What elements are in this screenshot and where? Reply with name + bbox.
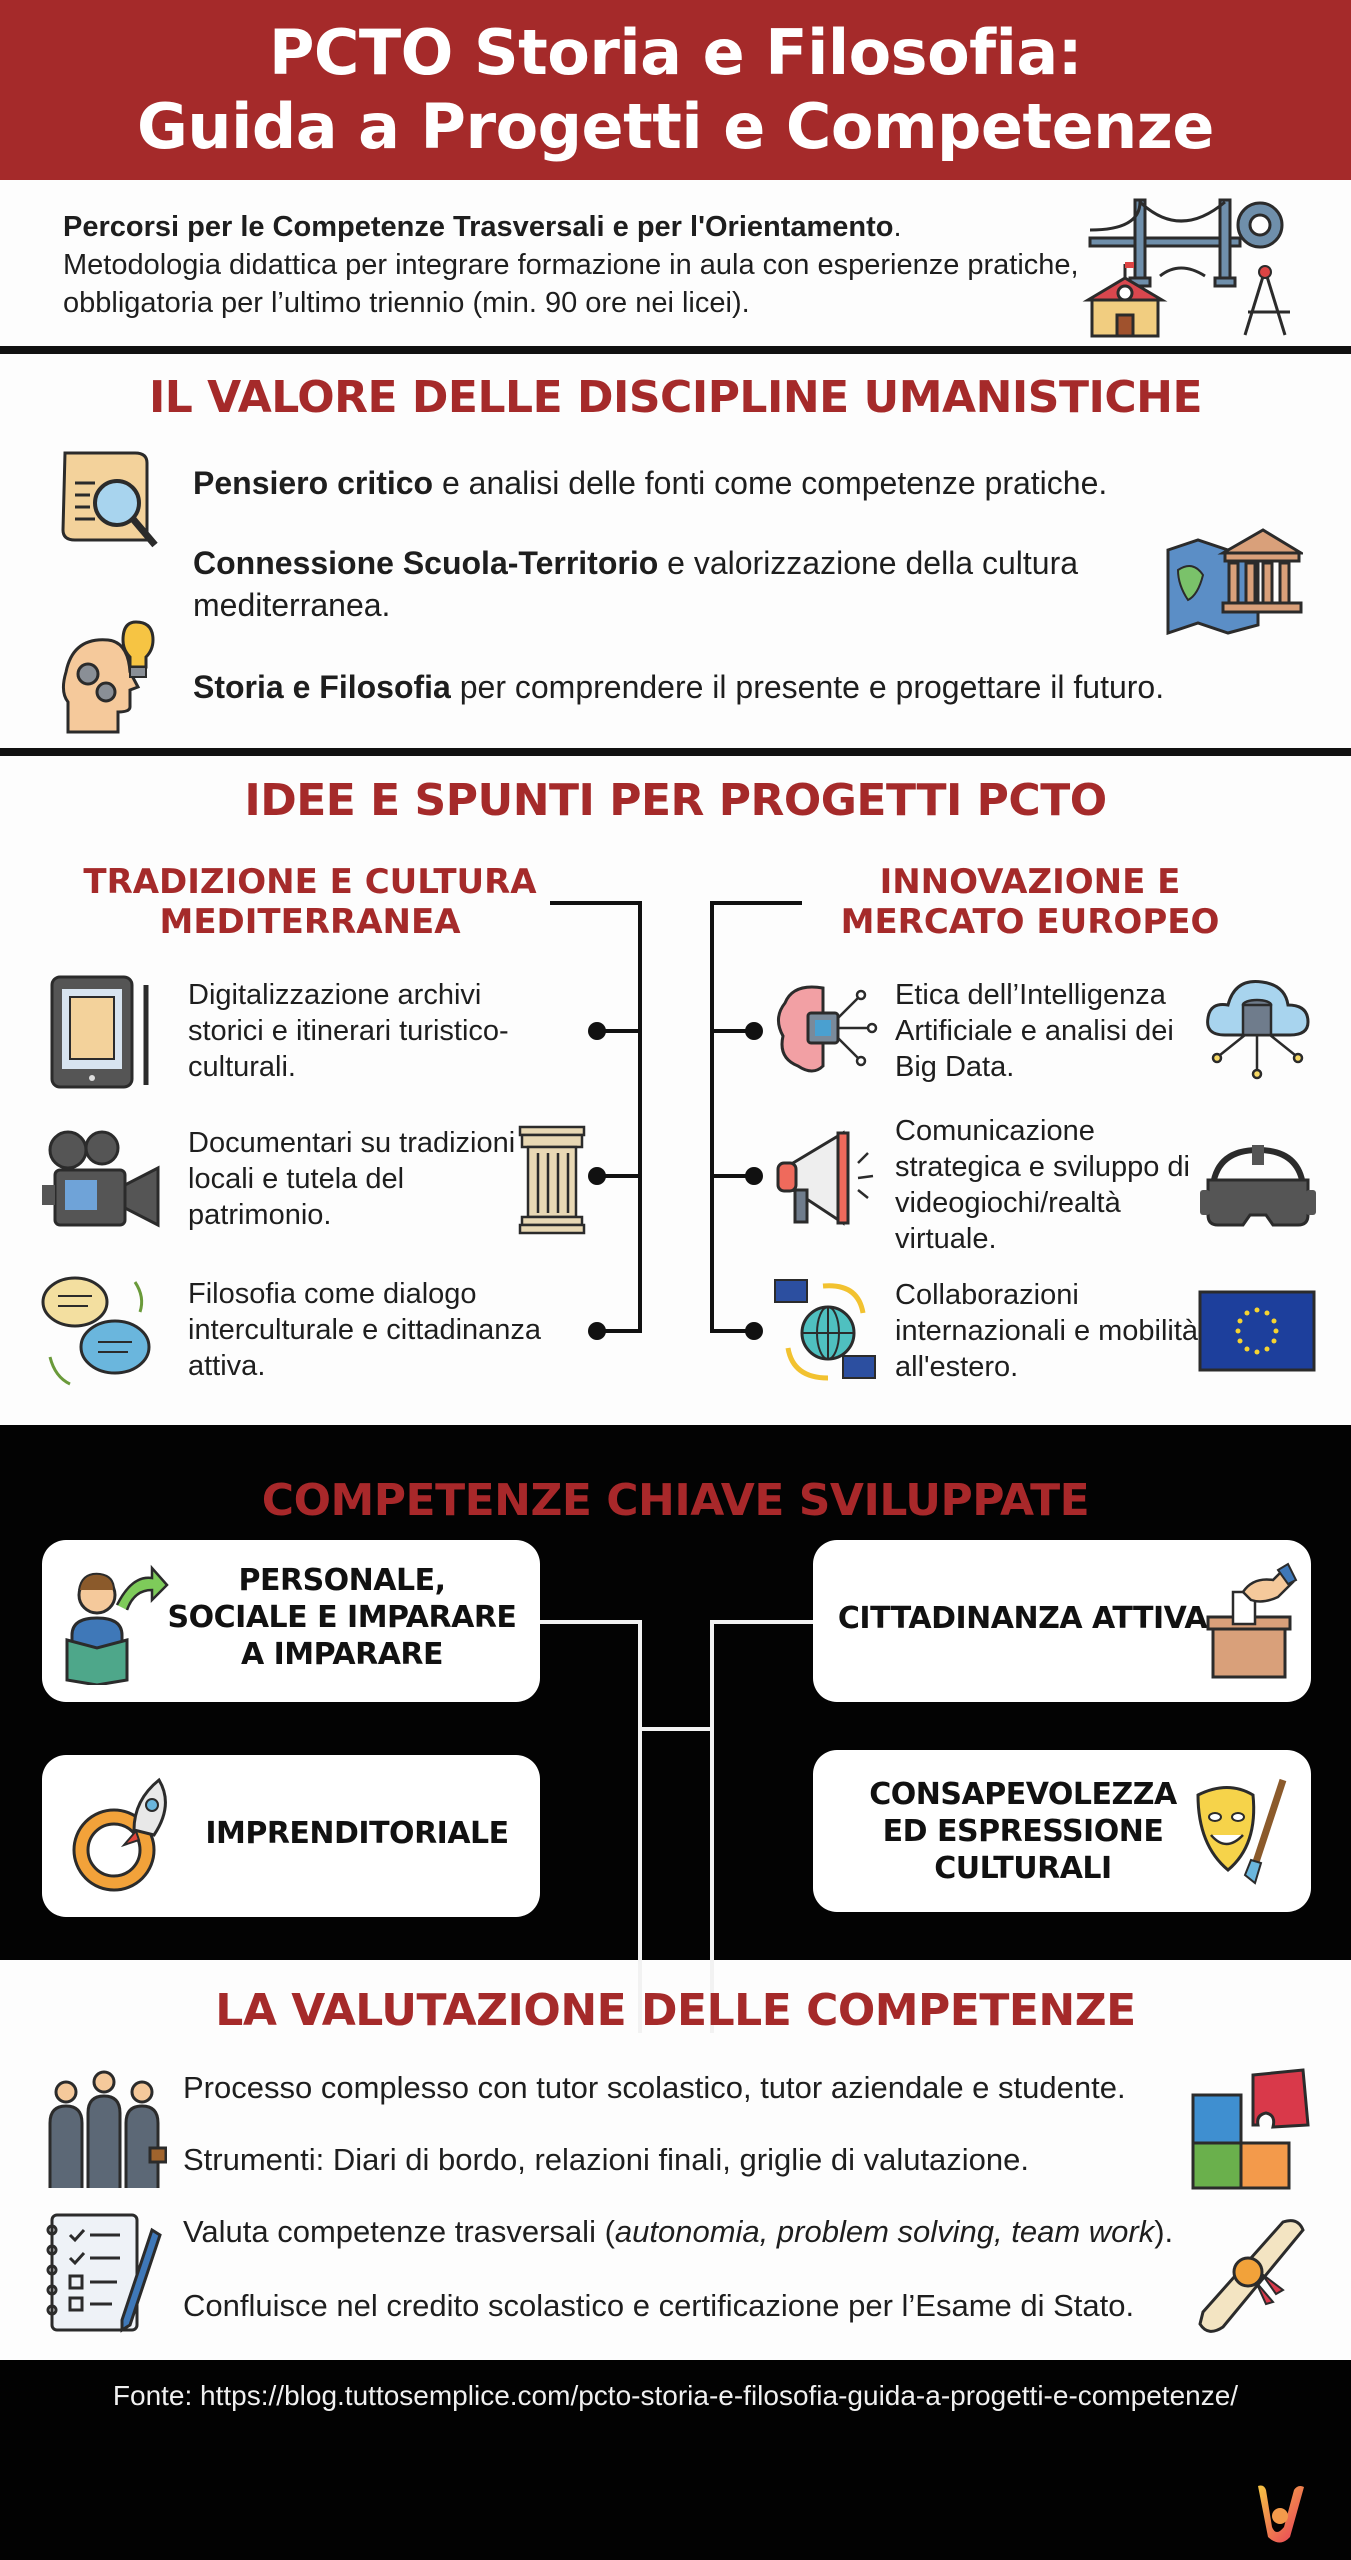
film-camera-icon	[40, 1130, 162, 1230]
ionic-column-icon	[518, 1125, 586, 1235]
connector-dot	[745, 1022, 763, 1040]
connector-dot	[745, 1322, 763, 1340]
competenza-card-personale	[42, 1540, 540, 1702]
heading-line: MEDITERRANEA	[159, 902, 461, 942]
map-temple-icon	[1163, 525, 1303, 635]
valore-bold-3: Storia e Filosofia	[193, 669, 451, 705]
globe-eu-exchange-icon	[773, 1278, 883, 1383]
page-title	[137, 16, 1214, 164]
divider	[0, 748, 1351, 756]
section-title-idee: IDEE E SPUNTI PER PROGETTI PCTO	[244, 775, 1107, 826]
text-suffix: ).	[1154, 2214, 1174, 2249]
idea-innovazione-2: Comunicazione strategica e sviluppo di videogiochi/realtà virtuale.	[895, 1115, 1190, 1255]
footer	[0, 2360, 1351, 2560]
business-team-icon	[42, 2068, 167, 2193]
connector-dot	[588, 1022, 606, 1040]
theater-mask-brush-icon	[1193, 1775, 1293, 1885]
connector-line	[638, 901, 642, 1333]
connector-line	[710, 901, 802, 905]
connector-line	[710, 1620, 714, 2033]
section-title-competenze: COMPETENZE CHIAVE SVILUPPATE	[261, 1475, 1090, 1526]
idea-tradizione-3: Filosofia come dialogo interculturale e cittadinanza attiva.	[188, 1278, 542, 1382]
valutazione-item-2: Strumenti: Diari di bordo, relazioni finali, griglie di valutazione.	[183, 2142, 1030, 2177]
competenza-card-cittadinanza	[813, 1540, 1311, 1702]
heading-line: MERCATO EUROPEO	[840, 902, 1220, 942]
valore-item-1	[193, 462, 1193, 504]
idea-tradizione-1: Digitalizzazione archivi storici e itinerari turistico-culturali.	[188, 979, 509, 1083]
heading-line: INNOVAZIONE E	[879, 862, 1181, 902]
idea-tradizione-2: Documentari su tradizioni locali e tutela del patrimonio.	[188, 1127, 516, 1231]
text-prefix: Valuta competenze trasversali (	[183, 2214, 615, 2249]
intro-section	[0, 180, 1351, 350]
valore-bold-1: Pensiero critico	[193, 465, 434, 501]
vr-headset-icon	[1198, 1140, 1318, 1235]
column-heading-tradizione	[60, 862, 560, 942]
diploma-scroll-icon	[1188, 2212, 1313, 2337]
title-line-1: PCTO Storia e Filosofia:	[268, 16, 1083, 89]
label-line: A IMPARARE	[240, 1637, 444, 1672]
valore-text-1: e analisi delle fonti come competenze pratiche.	[433, 465, 1108, 501]
cloud-database-icon	[1200, 970, 1315, 1085]
connector-line	[550, 901, 642, 905]
connector-dot	[588, 1167, 606, 1185]
competenza-label: CITTADINANZA ATTIVA	[837, 1601, 1208, 1636]
idea-innovazione-3: Collaborazioni internazionali e mobilità all'estero.	[895, 1279, 1199, 1383]
tuttosemplice-logo-icon	[1250, 2482, 1310, 2544]
megaphone-icon	[773, 1128, 883, 1228]
connector-line	[710, 901, 714, 1333]
valore-text-2: e valorizzazione della cultura mediterranea.	[193, 545, 1079, 623]
intro-text	[63, 208, 1093, 322]
section-title-valore: IL VALORE DELLE DISCIPLINE UMANISTICHE	[148, 372, 1203, 423]
text-italic: autonomia, problem solving, team work	[614, 2214, 1155, 2249]
connector-line	[540, 1620, 642, 1624]
competenza-label	[162, 1562, 522, 1673]
eu-flag-icon	[1198, 1290, 1316, 1372]
reader-arrow-icon	[62, 1560, 172, 1685]
rocket-gear-icon	[64, 1775, 184, 1900]
title-banner	[0, 0, 1351, 180]
valore-bold-2: Connessione Scuola-Territorio	[193, 545, 659, 581]
title-line-2: Guida a Progetti e Competenze	[137, 90, 1214, 163]
connector-dot	[745, 1167, 763, 1185]
intro-bold: Percorsi per le Competenze Trasversali e per l'Orientamento	[63, 211, 894, 243]
label-line: PERSONALE,	[238, 1563, 446, 1598]
scroll-magnifier-icon	[55, 445, 170, 555]
checklist-pen-icon	[42, 2210, 167, 2335]
competenza-label	[863, 1776, 1183, 1887]
brain-chip-icon	[773, 978, 883, 1078]
puzzle-icon	[1188, 2065, 1313, 2190]
ballot-box-icon	[1203, 1562, 1298, 1682]
section-title-valutazione: LA VALUTAZIONE DELLE COMPETENZE	[215, 1985, 1136, 2036]
bridge-school-gear-compass-icon	[1080, 190, 1305, 340]
competenza-card-imprenditoriale	[42, 1755, 540, 1917]
label-line: SOCIALE E IMPARARE	[167, 1600, 517, 1635]
source-link[interactable]: Fonte: https://blog.tuttosemplice.com/pcto-storia-e-filosofia-guida-a-progetti-e-competenze/	[112, 2380, 1239, 2411]
speech-bubbles-laurel-icon	[40, 1272, 165, 1392]
competenza-label: IMPRENDITORIALE	[205, 1816, 509, 1851]
tablet-map-icon	[50, 975, 155, 1090]
connector-dot	[588, 1322, 606, 1340]
valore-text-3: per comprendere il presente e progettare il futuro.	[450, 669, 1165, 705]
valutazione-item-1: Processo complesso con tutor scolastico, tutor aziendale e studente.	[183, 2070, 1126, 2105]
competenze-section	[0, 1425, 1351, 1960]
valore-item-2	[193, 542, 1143, 626]
label-line: CONSAPEVOLEZZA	[869, 1777, 1177, 1812]
head-gears-bulb-icon	[58, 612, 168, 737]
connector-line	[638, 1727, 713, 1731]
column-heading-innovazione	[790, 862, 1270, 942]
idea-innovazione-1: Etica dell’Intelligenza Artificiale e analisi dei Big Data.	[895, 979, 1174, 1083]
heading-line: TRADIZIONE E CULTURA	[83, 862, 537, 902]
valore-item-3	[193, 666, 1193, 708]
valutazione-item-4: Confluisce nel credito scolastico e certificazione per l’Esame di Stato.	[183, 2288, 1135, 2323]
divider	[0, 346, 1351, 354]
label-line: ED ESPRESSIONE	[882, 1814, 1164, 1849]
intro-period: .	[893, 211, 902, 243]
connector-line	[710, 1620, 815, 1624]
label-line: CULTURALI	[934, 1851, 1112, 1886]
valutazione-item-3	[183, 2212, 1173, 2252]
competenza-card-consapevolezza	[813, 1750, 1311, 1912]
intro-description: Metodologia didattica per integrare formazione in aula con esperienze pratiche, obbligatoria per l’ultimo triennio (min. 90 ore nei licei).	[63, 249, 1079, 319]
connector-line	[638, 1620, 642, 2033]
